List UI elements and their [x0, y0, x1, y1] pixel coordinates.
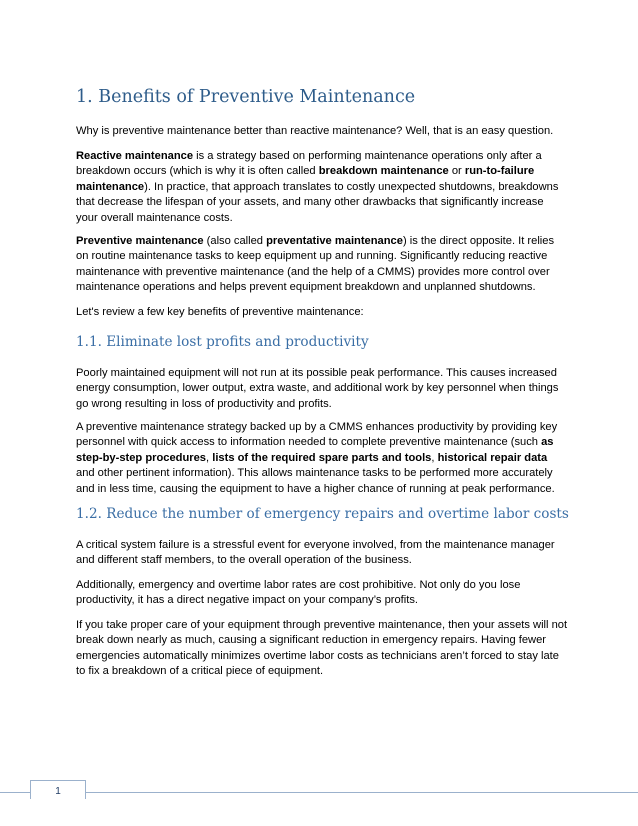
section2-paragraph1: A critical system failure is a stressful event for everyone involved, from the maintenance manager and different staff members, to the overall operation of the business. [76, 539, 555, 567]
section-heading-1-1: 1.1. Eliminate lost profits and productivity [76, 334, 369, 350]
intro-paragraph: Why is preventive maintenance better than reactive maintenance? Well, that is an easy question. [76, 125, 554, 137]
preventive-term: Preventive maintenance [76, 235, 204, 247]
page-number-tab [30, 780, 86, 799]
section1-paragraph2: A preventive maintenance strategy backed up by a CMMS enhances productivity by providing key personnel with quick access to information needed to complete preventive maintenance (such as step-by-step procedures, lists of the required spare parts and tools, historical repair data and other pertinent information). This allows maintenance tasks to be performed more accurately and in less time, causing the equipment to have a higher chance of running at peak performance. [76, 421, 558, 495]
preventive-paragraph: Preventive maintenance (also called preventative maintenance) is the direct opposite. It relies on routine maintenance tasks to keep equipment up and running. Significantly reducing reactive maintenance with preventive maintenance (and the help of a CMMS) provides more control over maintenance operations and helps prevent equipment breakdown and unplanned shutdowns. [76, 235, 555, 294]
run-to-failure-term: run-to-failure maintenance [76, 165, 535, 193]
section2-paragraph2: Additionally, emergency and overtime labor rates are cost prohibitive. Not only do you lose productivity, it has a direct negative impact on your company’s profits. [76, 579, 521, 607]
section2-paragraph3: If you take proper care of your equipment through preventive maintenance, then your assets will not break down nearly as much, causing a significant reduction in emergency repairs. Having fewer emergencies automatically minimizes overtime labor costs as technicians aren’t forced to stay late to fix a breakdown of a critical piece of equipment. [76, 619, 568, 678]
section-heading-1-2: 1.2. Reduce the number of emergency repairs and overtime labor costs [76, 506, 569, 522]
footer-divider [0, 792, 638, 793]
main-heading: 1. Benefits of Preventive Maintenance [76, 87, 416, 107]
reactive-term: Reactive maintenance [76, 150, 194, 162]
preventative-term: preventative maintenance [266, 235, 403, 247]
section1-paragraph1: Poorly maintained equipment will not run at its possible peak performance. This causes increased energy consumption, lower output, extra waste, and additional work by key personnel when things go wrong resulting in loss of productivity and profits. [76, 367, 559, 410]
reactive-paragraph: Reactive maintenance is a strategy based on performing maintenance operations only after a breakdown occurs (which is why it is often called breakdown maintenance or run-to-failure maintenance). In practice, that approach translates to costly unexpected shutdowns, breakdowns that decrease the lifespan of your assets, and many other drawbacks that significantly increase your overall maintenance costs. [76, 150, 559, 224]
page-number: 1 [55, 786, 61, 797]
breakdown-term: breakdown maintenance [318, 165, 449, 178]
review-paragraph: Let's review a few key benefits of preventive maintenance: [76, 306, 364, 318]
